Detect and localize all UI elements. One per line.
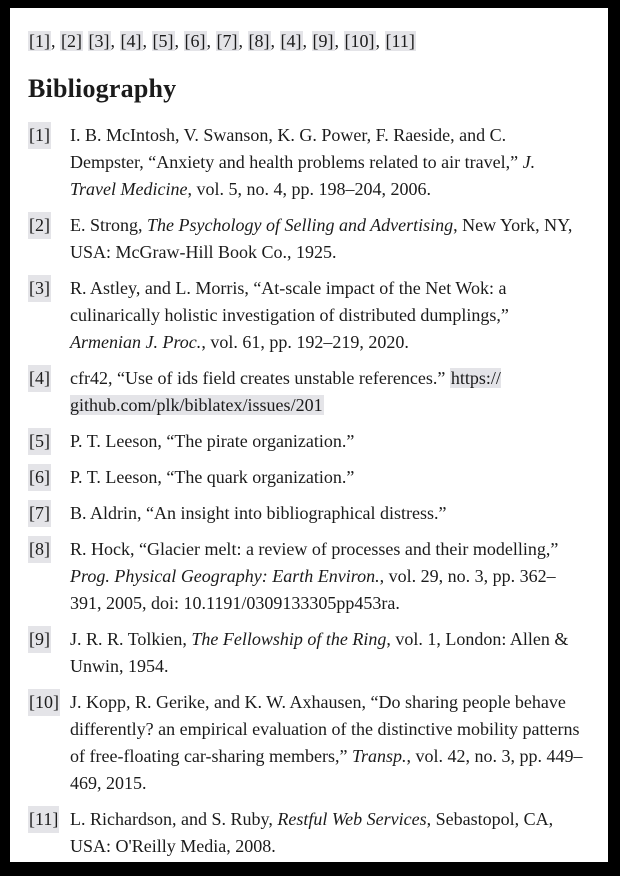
entry-italic-title: Prog. Physical Geography: Earth Environ. xyxy=(70,566,380,586)
entry-label-link[interactable]: [9] xyxy=(28,626,51,653)
entry-text: I. B. McIntosh, V. Swanson, K. G. Power, F. Raeside, and C. Dempster, “Anxiety and health problems related to air travel,” J. Travel Medicine, vol. 5, no. 4, pp. 198–204, 2006. xyxy=(70,125,536,199)
entry-italic-title: Armenian J. Proc. xyxy=(70,332,202,352)
entry-label-link[interactable]: [3] xyxy=(28,275,51,302)
entry-italic-title: The Psychology of Selling and Advertising xyxy=(147,215,454,235)
bibliography-heading: Bibliography xyxy=(28,74,177,103)
bibliography-entry xyxy=(28,806,584,860)
entry-label-link[interactable]: [7] xyxy=(28,500,51,527)
entry-text: R. Hock, “Glacier melt: a review of processes and their modelling,” Prog. Physical Geography: Earth Environ., vol. 29, no. 3, pp. 362–391, 2005, doi: 10.1191/0309133305pp453ra. xyxy=(70,539,559,613)
entry-label-link[interactable]: [2] xyxy=(28,212,51,239)
document-page xyxy=(10,8,608,862)
entry-url-link[interactable]: https://github.com/plk/biblatex/issues/201 xyxy=(70,368,501,415)
entry-label-link[interactable]: [6] xyxy=(28,464,51,491)
bibliography-entry xyxy=(28,365,584,419)
citation-link[interactable]: [10] xyxy=(344,31,375,51)
bibliography-entry xyxy=(28,428,584,455)
bibliography-entry xyxy=(28,689,584,797)
citation-link[interactable]: [5] xyxy=(152,31,174,51)
entry-label-link[interactable]: [8] xyxy=(28,536,51,563)
citation-link[interactable]: [7] xyxy=(216,31,238,51)
entry-italic-title: Transp. xyxy=(352,746,407,766)
citation-link[interactable]: [6] xyxy=(184,31,206,51)
entry-italic-title: The Fellowship of the Ring xyxy=(191,629,387,649)
citation-link[interactable]: [3] xyxy=(88,31,110,51)
bibliography-entry xyxy=(28,122,584,203)
bibliography-entry xyxy=(28,536,584,617)
entry-text: J. Kopp, R. Gerike, and K. W. Axhausen, “Do sharing people behave differently? an empirical evaluation of the distinctive mobility patterns of free-floating car-sharing members,” Transp., vol. 42, no. 3, pp. 449–469, 2015. xyxy=(70,692,583,793)
entry-text: P. T. Leeson, “The pirate organization.” xyxy=(70,431,355,451)
entry-italic-title: J. Travel Medicine xyxy=(70,152,536,199)
entry-label-link[interactable]: [4] xyxy=(28,365,51,392)
entry-text: P. T. Leeson, “The quark organization.” xyxy=(70,467,355,487)
bibliography-entry xyxy=(28,626,584,680)
entry-label-link[interactable]: [5] xyxy=(28,428,51,455)
citation-link[interactable]: [8] xyxy=(248,31,270,51)
citation-link[interactable]: [9] xyxy=(312,31,334,51)
bibliography-entry xyxy=(28,500,584,527)
entry-text: R. Astley, and L. Morris, “At-scale impact of the Net Wok: a culinarically holistic investigation of distributed dumplings,” Armenian J. Proc., vol. 61, pp. 192–219, 2020. xyxy=(70,278,509,352)
bibliography-entry xyxy=(28,464,584,491)
bibliography-list xyxy=(28,122,584,860)
citation-link[interactable]: [2] xyxy=(61,31,82,51)
citation-link[interactable]: [4] xyxy=(120,31,142,51)
entry-text: J. R. R. Tolkien, The Fellowship of the Ring, vol. 1, London: Allen & Unwin, 1954. xyxy=(70,629,569,676)
citation-link[interactable]: [4] xyxy=(280,31,302,51)
entry-label-link[interactable]: [10] xyxy=(28,689,60,716)
entry-text: E. Strong, The Psychology of Selling and Advertising, New York, NY, USA: McGraw-Hill Book Co., 1925. xyxy=(70,215,573,262)
entry-italic-title: Restful Web Services xyxy=(277,809,427,829)
citation-line: [1], [2] [3], [4], [5], [6], [7], [8], [4], [9], [10], [11] xyxy=(29,31,415,51)
entry-text: B. Aldrin, “An insight into bibliographical distress.” xyxy=(70,503,447,523)
bibliography-entry xyxy=(28,212,584,266)
bibliography-entry xyxy=(28,275,584,356)
entry-text: cfr42, “Use of ids field creates unstable references.” https://github.com/plk/biblatex/issues/201 xyxy=(70,368,501,415)
citation-link[interactable]: [11] xyxy=(385,31,415,51)
entry-label-link[interactable]: [1] xyxy=(28,122,51,149)
citation-link[interactable]: [1] xyxy=(29,31,50,51)
entry-text: L. Richardson, and S. Ruby, Restful Web Services, Sebastopol, CA, USA: O'Reilly Media, 2008. xyxy=(70,809,554,856)
entry-label-link[interactable]: [11] xyxy=(28,806,59,833)
